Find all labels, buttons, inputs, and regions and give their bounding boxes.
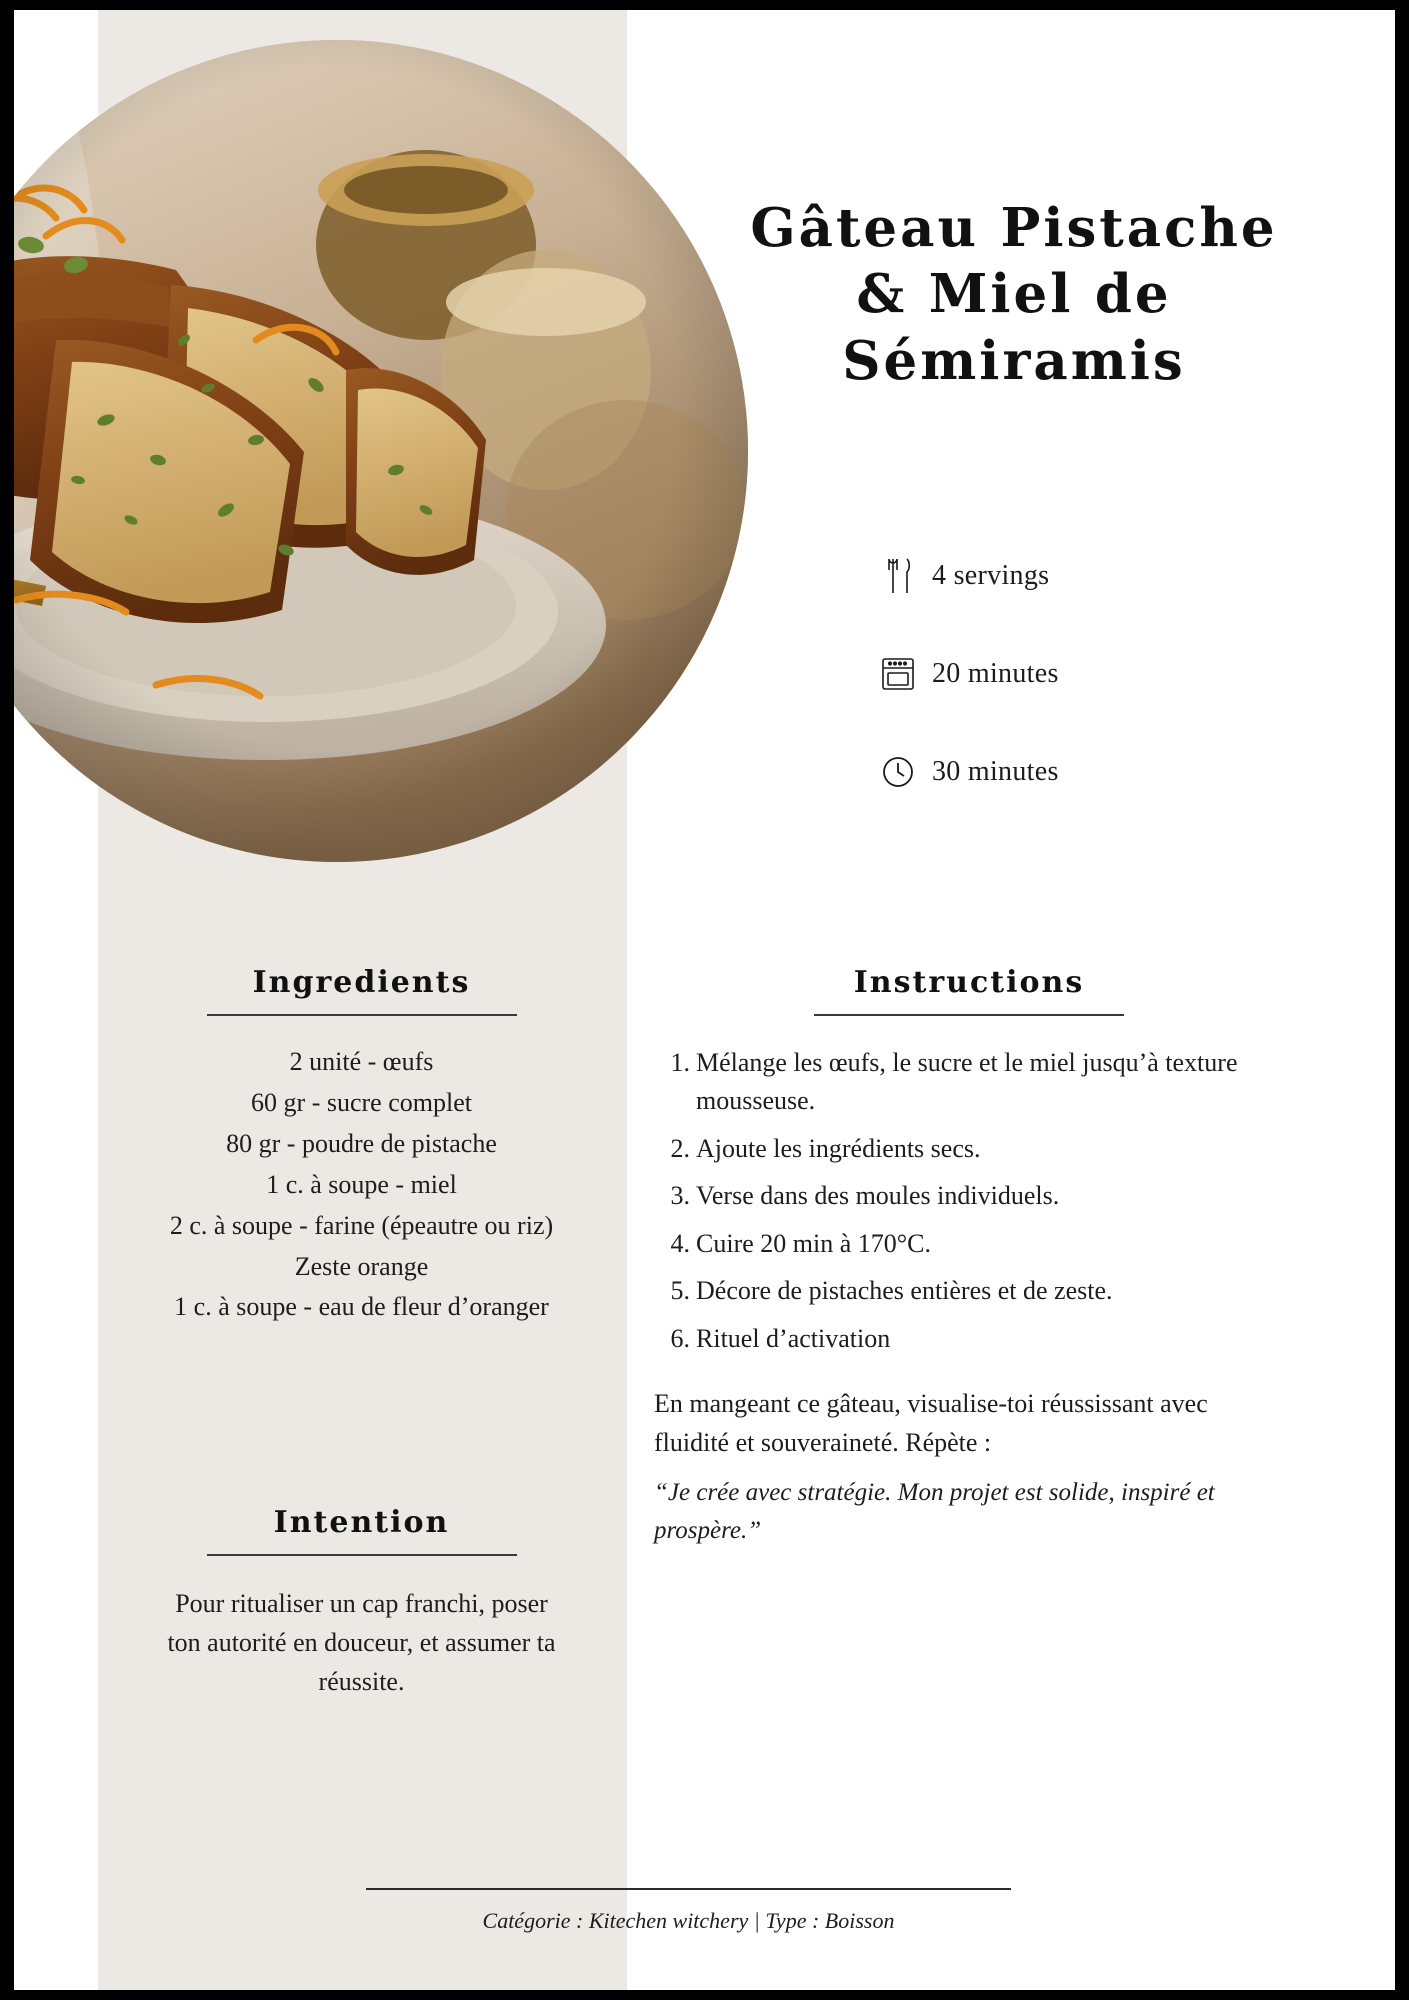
instructions-section: [654, 965, 1284, 1549]
list-item: Cuire 20 min à 170°C.: [696, 1228, 931, 1258]
fork-knife-icon: [876, 557, 920, 595]
instructions-heading: Instructions: [853, 965, 1085, 1000]
list-item: 80 gr - poudre de pistache: [226, 1128, 497, 1158]
list-item: 2 c. à soupe - farine (épeautre ou riz): [169, 1210, 554, 1240]
list-item: Décore de pistaches entières et de zeste.: [696, 1276, 1113, 1306]
recipe-meta-list: [876, 545, 1296, 839]
meta-servings-label: 4 servings: [932, 560, 1050, 591]
instructions-divider: [814, 1014, 1124, 1016]
recipe-photo: [14, 40, 748, 862]
list-item: Verse dans des moules individuels.: [696, 1181, 1060, 1211]
list-item: 1 c. à soupe - eau de fleur d’oranger: [174, 1292, 549, 1322]
list-item: 2 unité - œufs: [289, 1047, 434, 1076]
instructions-list: [654, 1044, 1284, 1358]
ingredients-heading: Ingredients: [252, 965, 471, 1000]
list-item: Ajoute les ingrédients secs.: [696, 1133, 981, 1163]
title-line-1: Gâteau Pistache: [750, 197, 1278, 259]
ingredients-list: [164, 1044, 559, 1326]
intention-divider: [207, 1554, 517, 1556]
title-line-3: Sémiramis: [842, 329, 1186, 392]
list-item: 60 gr - sucre complet: [251, 1087, 472, 1117]
meta-cook-time-label: 20 minutes: [932, 658, 1059, 689]
ingredients-divider: [207, 1014, 517, 1016]
title-line-2: & Miel de: [856, 263, 1172, 326]
oven-icon: [876, 656, 920, 692]
list-item: 1 c. à soupe - miel: [266, 1169, 457, 1199]
meta-prep-time-label: 30 minutes: [932, 756, 1059, 787]
page-title: [674, 195, 1354, 394]
recipe-page: [14, 10, 1395, 1990]
instructions-affirmation: “Je crée avec stratégie. Mon projet est solide, inspiré et prospère.”: [654, 1479, 1215, 1544]
ingredients-section: [164, 965, 559, 1330]
intention-section: [164, 1505, 559, 1701]
instructions-paragraph: En mangeant ce gâteau, visualise-toi réussissant avec fluidité et souveraineté. Répète :: [654, 1389, 1208, 1458]
meta-servings: [876, 545, 1296, 607]
meta-cook-time: [876, 643, 1296, 705]
intention-body: Pour ritualiser un cap franchi, poser ton autorité en douceur, et assumer ta réussite.: [167, 1589, 556, 1696]
footer-divider: [366, 1888, 1011, 1890]
clock-icon: [876, 755, 920, 789]
meta-prep-time: [876, 741, 1296, 803]
footer-caption: Catégorie : Kitechen witchery | Type : Boisson: [482, 1908, 895, 1933]
list-item: Rituel d’activation: [696, 1323, 891, 1353]
intention-heading: Intention: [273, 1505, 450, 1540]
list-item: Zeste orange: [294, 1251, 429, 1281]
list-item: Mélange les œufs, le sucre et le miel jusqu’à texture mousseuse.: [696, 1048, 1238, 1116]
